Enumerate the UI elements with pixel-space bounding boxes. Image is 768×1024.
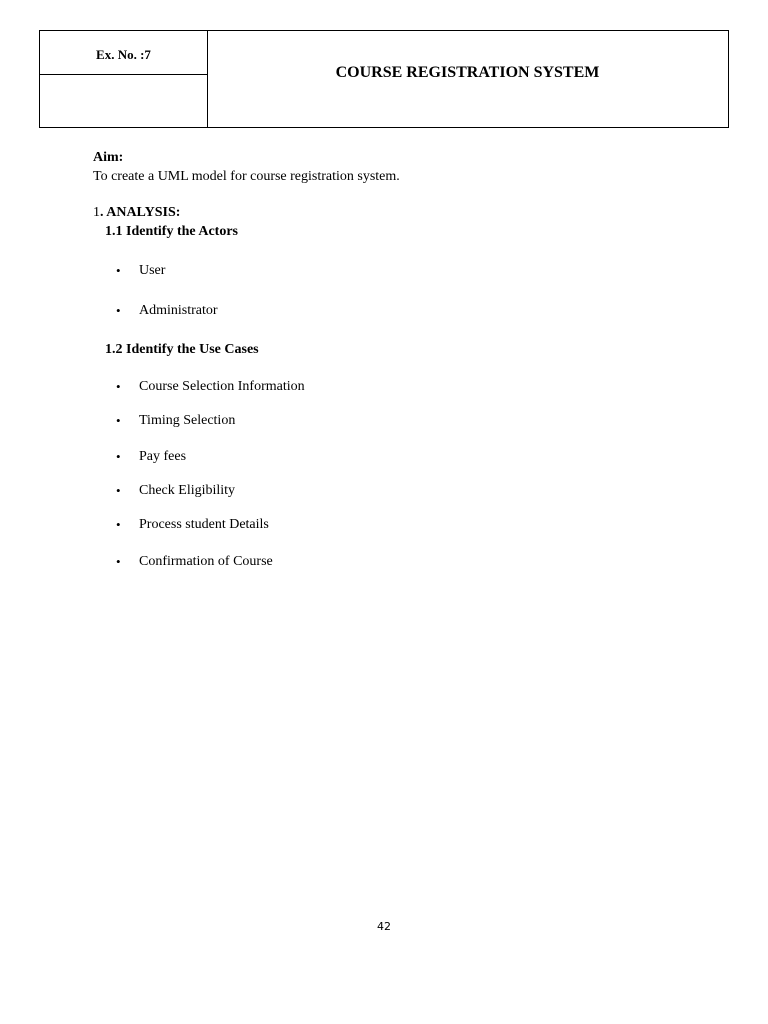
exercise-number: Ex. No. :7 [96,47,151,62]
analysis-number: 1 [93,205,100,220]
bullet-icon: • [116,303,121,318]
bullet-icon: • [116,379,121,394]
actor-label: User [139,263,166,278]
header-divider-horizontal [40,74,207,75]
aim-text: To create a UML model for course registration system. [93,169,400,184]
header-box [39,30,729,128]
page-number: 42 [377,920,391,933]
document-title: COURSE REGISTRATION SYSTEM [335,64,600,81]
use-case-label: Confirmation of Course [139,554,273,569]
use-case-label: Course Selection Information [139,379,305,394]
use-case-label: Pay fees [139,449,187,464]
bullet-icon: • [116,483,121,498]
bullet-icon: • [116,263,121,278]
bullet-icon: • [116,449,121,464]
use-case-label: Process student Details [139,517,269,532]
actor-label: Administrator [139,303,218,318]
bullet-icon: • [116,413,121,428]
bullet-icon: • [116,517,121,532]
use-case-label: Timing Selection [139,413,236,428]
use-case-label: Check Eligibility [139,483,236,498]
analysis-heading-text: . ANALYSIS: [100,205,181,220]
actors-heading: 1.1 Identify the Actors [105,224,238,239]
use-cases-heading: 1.2 Identify the Use Cases [105,342,259,357]
analysis-heading [93,205,180,221]
bullet-icon: • [116,554,121,569]
aim-label: Aim: [93,150,124,165]
